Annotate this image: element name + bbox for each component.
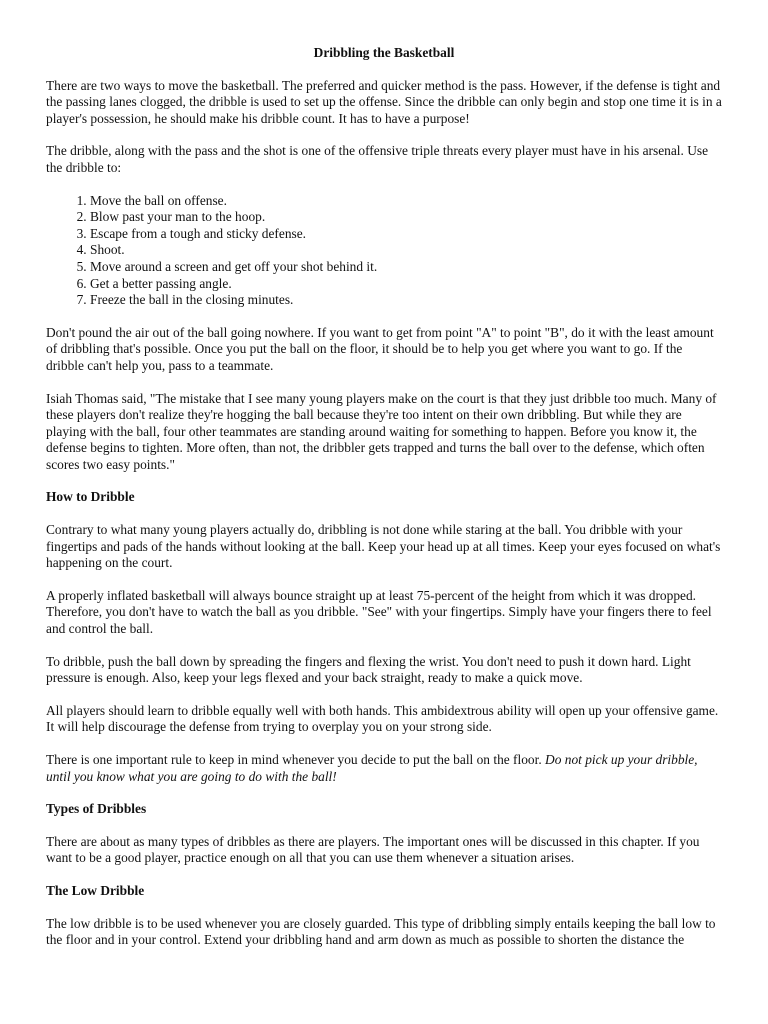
paragraph-intro: There are two ways to move the basketball. The preferred and quicker method is the pass. However, if the defense is tight and the passing lanes clogged, the dribble is used to set up the offense. Since the dribble can only begin and stop one time it is in a player's possession, he should make his dribble count. It has to have a purpose! (46, 77, 722, 126)
paragraph-inflated-ball: A properly inflated basketball will always bounce straight up at least 75-percent of the height from which it was dropped. Therefore, you don't have to watch the ball as you dribble. "See" with your fingertips. Simply have your fingers there to feel and control the ball. (46, 587, 712, 637)
list-item: 2. Blow past your man to the hoop. (90, 209, 722, 226)
heading-low-dribble: The Low Dribble (46, 882, 145, 898)
paragraph-low-dribble: The low dribble is to be used whenever you are closely guarded. This type of dribbling simply entails keeping the ball low to the floor and in your control. Extend your dribbling hand and arm down as much as possible to shorten the distance the (46, 915, 716, 948)
paragraph-dont-pound: Don't pound the air out of the ball going nowhere. If you want to get from point "A" to point "B", do it with the least amount of dribbling that's possible. Once you put the ball on the floor, it should be to help you get where you want to go. If the dribble can't help you, pass to a teammate. (46, 324, 714, 373)
paragraph-push-ball: To dribble, push the ball down by spreading the fingers and flexing the wrist. You don't need to push it down hard. Light pressure is enough. Also, keep your legs flexed and your back straight, ready to make a quick move. (46, 653, 691, 686)
heading-types-of-dribbles: Types of Dribbles (46, 801, 147, 817)
paragraph-both-hands: All players should learn to dribble equally well with both hands. This ambidextrous ability will open up your offensive game. It will help discourage the defense from trying to overplay you on your strong side. (46, 702, 719, 735)
rule-emphasis: Do not pick up your dribble, until you know what you are going to do with the ball! (46, 752, 698, 784)
dribble-uses-list (46, 193, 722, 309)
document-title: Dribbling the Basketball (313, 45, 455, 60)
list-item: 7. Freeze the ball in the closing minutes. (90, 292, 722, 309)
list-item: 4. Shoot. (90, 242, 722, 259)
paragraph-types: There are about as many types of dribbles as there are players. The important ones will be discussed in this chapter. If you want to be a good player, practice enough on all that you can use them whenever a situation arises. (46, 833, 700, 866)
rule-text: There is one important rule to keep in mind whenever you decide to put the ball on the floor. (46, 752, 546, 767)
list-item: 1. Move the ball on offense. (90, 193, 722, 210)
list-item: 6. Get a better passing angle. (90, 276, 722, 293)
paragraph-isiah-quote: Isiah Thomas said, "The mistake that I see many young players make on the court is that they just dribble too much. Many of these players don't realize they're hogging the ball because they're too intent on their own dribbling. But while they are playing with the ball, four other teammates are standing around waiting for something to happen. Before you know it, the defense begins to tighten. More often, than not, the dribbler gets trapped and turns the ball over to the defense, which often scores two easy points." (46, 390, 717, 472)
list-item: 5. Move around a screen and get off your shot behind it. (90, 259, 722, 276)
list-item: 3. Escape from a tough and sticky defense. (90, 226, 722, 243)
paragraph-important-rule (46, 752, 722, 785)
heading-how-to-dribble: How to Dribble (46, 489, 135, 505)
paragraph-triple-threat: The dribble, along with the pass and the shot is one of the offensive triple threats every player must have in his arsenal. Use the dribble to: (46, 143, 709, 175)
paragraph-contrary: Contrary to what many young players actually do, dribbling is not done while staring at the ball. You dribble with your fingertips and pads of the hands without looking at the ball. Keep your head up at all times. Keep your eyes focused on what's happening on the court. (46, 522, 721, 571)
